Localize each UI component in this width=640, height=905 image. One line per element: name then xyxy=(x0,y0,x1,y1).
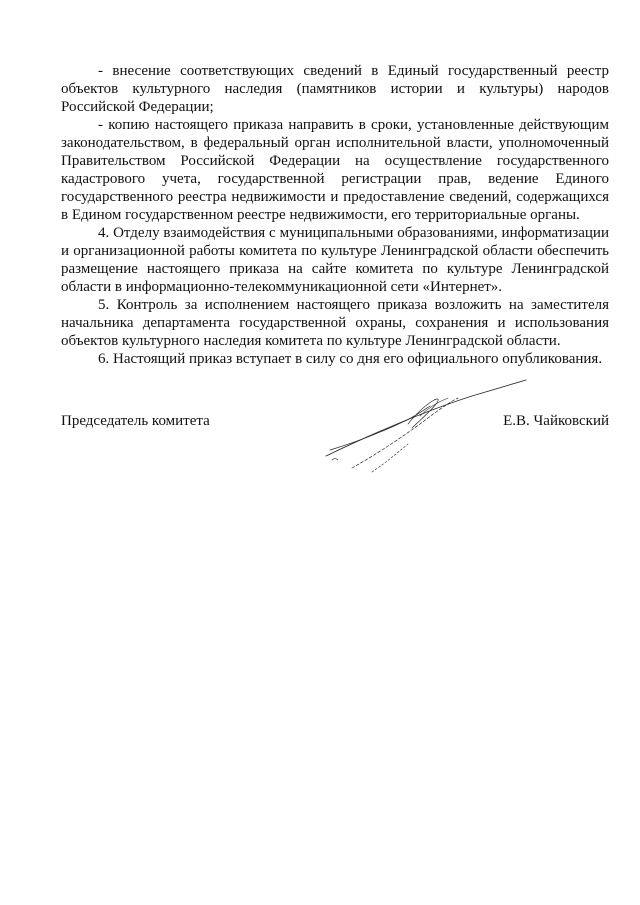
paragraph-copy-distribution: - копию настоящего приказа направить в сроки, установленные действующим законодательством, в федеральный орган исполнительной власти, уполномоченный Правительством Российской Федерации на осуществление государственного кадастрового учета, государственной регистрации прав, ведение Единого государственного реестра недвижимости и предоставление сведений, содержащихся в Едином государственном реестре недвижимости, его территориальные органы. xyxy=(61,117,609,223)
paragraph-item-6: 6. Настоящий приказ вступает в силу со дня его официального опубликования. xyxy=(98,351,603,367)
signatory-name: Е.В. Чайковский xyxy=(503,413,609,429)
handwritten-signature xyxy=(312,372,532,482)
paragraph-item-5: 5. Контроль за исполнением настоящего приказа возложить на заместителя начальника департамента государственной охраны, сохранения и использования объектов культурного наследия комитета по культуре Ленинградской области. xyxy=(61,297,609,349)
document-body xyxy=(61,62,609,368)
paragraph-registry-entry: - внесение соответствующих сведений в Единый государственный реестр объектов культурного наследия (памятников истории и культуры) народов Российской Федерации; xyxy=(61,63,609,115)
paragraph-item-4: 4. Отделу взаимодействия с муниципальными образованиями, информатизации и организационной работы комитета по культуре Ленинградской области обеспечить размещение настоящего приказа на сайте комитета по культуре Ленинградской области в информационно-телекоммуникационной сети «Интернет». xyxy=(61,225,609,295)
signatory-title: Председатель комитета xyxy=(61,413,210,429)
